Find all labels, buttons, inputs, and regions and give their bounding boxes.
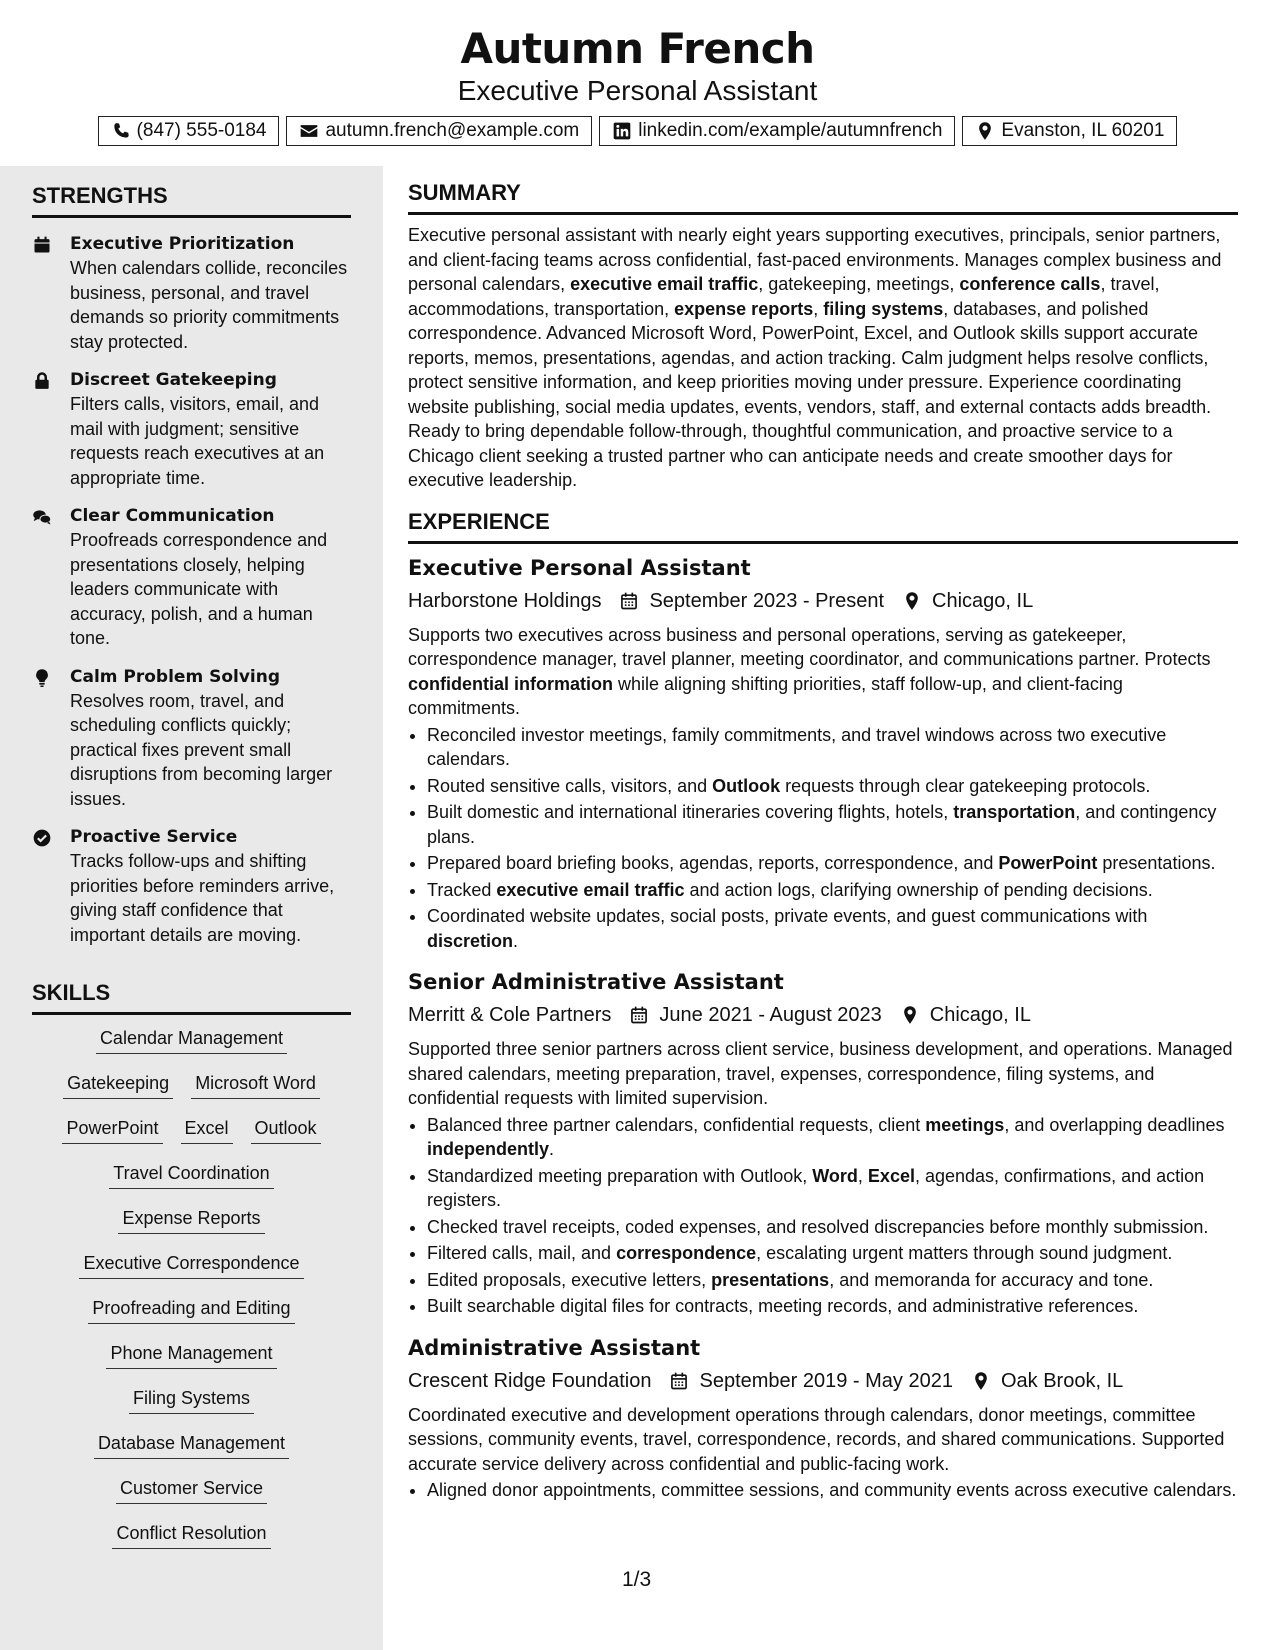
summary-text: Executive personal assistant with nearly eight years supporting executives, principals, senior partners, and client-facing teams across confidential, fast-paced environments. Manages complex business and personal calendars, executive email traffic, gatekeeping, meetings, conference calls, travel, accommodations, transportation, expense reports, filing systems, databases, and polished correspondence. Advanced Microsoft Word, PowerPoint, Excel, and Outlook skills support accurate reports, memos, presentations, agendas, and action tracking. Calm judgment helps resolve conflicts, protect sensitive information, and keep priorities moving under pressure. Experience coordinating website publishing, social media updates, events, vendors, staff, and external contacts adds breadth. Ready to bring dependable follow-through, thoughtful communication, and proactive service to a Chicago client seeking a trusted partner who can anticipate needs and create smoother days for executive leadership. [408,225,1222,490]
skill-tag: Calendar Management [96,1025,287,1054]
job-dates: September 2023 - Present [649,589,885,612]
skill-tag: Expense Reports [118,1205,264,1234]
skills-section [32,980,351,1565]
strength-item [32,665,351,812]
contact-email[interactable] [286,116,592,146]
job-entry [408,1333,1238,1503]
location-text: Evanston, IL 60201 [1001,120,1165,141]
strength-text: When calendars collide, reconciles business, personal, and travel demands so priority commitments stay protected. [70,258,348,352]
job-bullet: • Aligned donor appointments, committee sessions, and community events across executive calendars. [427,1478,1238,1503]
map-pin-icon [902,591,922,611]
skill-tag: Gatekeeping [63,1070,173,1099]
strength-title: Proactive Service [70,827,238,847]
map-pin-icon [975,121,995,141]
page-number: 1/3 [622,1568,652,1591]
summary-heading: SUMMARY [408,180,1238,215]
skill-tag: Proofreading and Editing [88,1295,294,1324]
skills-list [32,1025,351,1565]
job-bullets [408,723,1238,954]
lock-icon [32,371,52,391]
contact-linkedin[interactable] [599,116,955,146]
job-bullet: • Coordinated website updates, social posts, private events, and guest communications with discretion. [427,904,1238,953]
job-title: Executive Personal Assistant [408,555,751,580]
job-description: Supports two executives across business and personal operations, serving as gatekeeper, correspondence manager, travel planner, meeting coordinator, and communications partner. Protects confidential information while aligning shifting priorities, staff follow-up, and client-facing commitments. [408,624,1211,718]
job-bullets [408,1113,1238,1319]
strength-title: Clear Communication [70,506,275,526]
calendar-outline-icon [669,1371,689,1391]
skill-tag: PowerPoint [62,1115,162,1144]
job-location: Oak Brook, IL [1000,1369,1124,1392]
skill-tag: Executive Correspondence [79,1250,303,1279]
linkedin-icon [612,121,632,141]
job-bullets [408,1478,1238,1503]
skill-tag: Database Management [94,1430,289,1459]
check-circle-icon [32,828,52,848]
skills-heading: SKILLS [32,980,351,1015]
job-title: Administrative Assistant [408,1335,701,1360]
strengths-heading: STRENGTHS [32,183,351,218]
strength-item [32,825,351,947]
skill-tag: Phone Management [106,1340,276,1369]
phone-text: (847) 555-0184 [136,120,267,141]
map-pin-icon [900,1005,920,1025]
job-entry [408,967,1238,1319]
phone-icon [111,121,131,141]
comments-icon [32,507,52,527]
job-bullet: • Balanced three partner calendars, confidential requests, client meetings, and overlapping deadlines independently. [427,1113,1238,1162]
strength-text: Filters calls, visitors, email, and mail with judgment; sensitive requests reach executives at an appropriate time. [70,394,325,488]
job-company: Harborstone Holdings [408,589,602,612]
candidate-name: Autumn French [460,24,815,73]
calendar-outline-icon [629,1005,649,1025]
contact-location[interactable] [962,116,1177,146]
skill-tag: Filing Systems [129,1385,254,1414]
job-dates: June 2021 - August 2023 [659,1004,882,1026]
strength-text: Tracks follow-ups and shifting priorities before reminders arrive, giving staff confidence that important details are moving. [70,851,335,945]
experience-heading: EXPERIENCE [408,509,1238,544]
job-bullet: • Routed sensitive calls, visitors, and Outlook requests through clear gatekeeping protocols. [427,774,1238,799]
job-bullet: • Edited proposals, executive letters, presentations, and memoranda for accuracy and tone. [427,1268,1238,1293]
contact-phone[interactable] [98,116,280,146]
strength-item [32,232,351,354]
sidebar [0,166,383,1650]
skill-tag: Excel [181,1115,233,1144]
lightbulb-icon [32,668,52,688]
job-bullet: • Reconciled investor meetings, family commitments, and travel windows across two executive calendars. [427,723,1238,772]
strength-text: Resolves room, travel, and scheduling conflicts quickly; practical fixes prevent small disruptions from becoming larger issues. [70,690,333,809]
experience-list [408,553,1238,1503]
email-text: autumn.french@example.com [325,120,580,141]
job-description: Supported three senior partners across client service, business development, and operations. Managed shared calendars, meeting preparation, travel, expenses, correspondence, filing systems, and confidential requests with limited supervision. [408,1039,1233,1108]
job-location: Chicago, IL [932,589,1034,612]
job-meta [408,1001,1238,1029]
calendar-icon [32,235,52,255]
job-bullet: • Standardized meeting preparation with Outlook, Word, Excel, agendas, confirmations, and action registers. [427,1164,1238,1213]
job-bullet: • Built searchable digital files for contracts, meeting records, and administrative references. [427,1294,1238,1319]
job-meta [408,1367,1238,1395]
job-description: Coordinated executive and development operations through calendars, donor meetings, committee sessions, community events, travel, correspondence, records, and shared communications. Supported accurate service delivery across confidential and public-facing work. [408,1404,1225,1474]
strengths-section [32,183,351,947]
job-meta [408,587,1238,615]
skill-tag: Microsoft Word [191,1070,320,1099]
calendar-outline-icon [619,591,639,611]
job-company: Merritt & Cole Partners [408,1004,612,1026]
strength-title: Executive Prioritization [70,234,295,254]
job-bullet: • Built domestic and international itineraries covering flights, hotels, transportation, and contingency plans. [427,800,1238,849]
strength-title: Calm Problem Solving [70,666,281,687]
job-bullet: • Prepared board briefing books, agendas, reports, correspondence, and PowerPoint presentations. [427,851,1238,876]
skill-tag: Customer Service [116,1475,267,1504]
job-location: Chicago, IL [929,1004,1031,1026]
candidate-title: Executive Personal Assistant [457,75,818,106]
resume-header [0,0,1275,146]
main-content [408,180,1238,1505]
skill-tag: Outlook [251,1115,321,1144]
contact-bar [0,116,1275,146]
strength-item [32,368,351,490]
strength-text: Proofreads correspondence and presentations closely, helping leaders communicate with accuracy, polish, and a human tone. [70,530,328,648]
job-bullet: • Tracked executive email traffic and action logs, clarifying ownership of pending decisions. [427,878,1238,903]
linkedin-text: linkedin.com/example/autumnfrench [638,120,943,141]
envelope-icon [299,121,319,141]
strength-item [32,504,351,651]
job-bullet: • Filtered calls, mail, and correspondence, escalating urgent matters through sound judgment. [427,1241,1238,1266]
strength-title: Discreet Gatekeeping [70,370,277,390]
job-title: Senior Administrative Assistant [408,970,784,994]
job-dates: September 2019 - May 2021 [699,1369,953,1392]
skill-tag: Conflict Resolution [112,1520,270,1549]
job-entry [408,553,1238,954]
map-pin-icon [971,1371,991,1391]
job-company: Crescent Ridge Foundation [408,1369,652,1392]
skill-tag: Travel Coordination [109,1160,273,1189]
job-bullet: • Checked travel receipts, coded expenses, and resolved discrepancies before monthly submission. [427,1215,1238,1240]
